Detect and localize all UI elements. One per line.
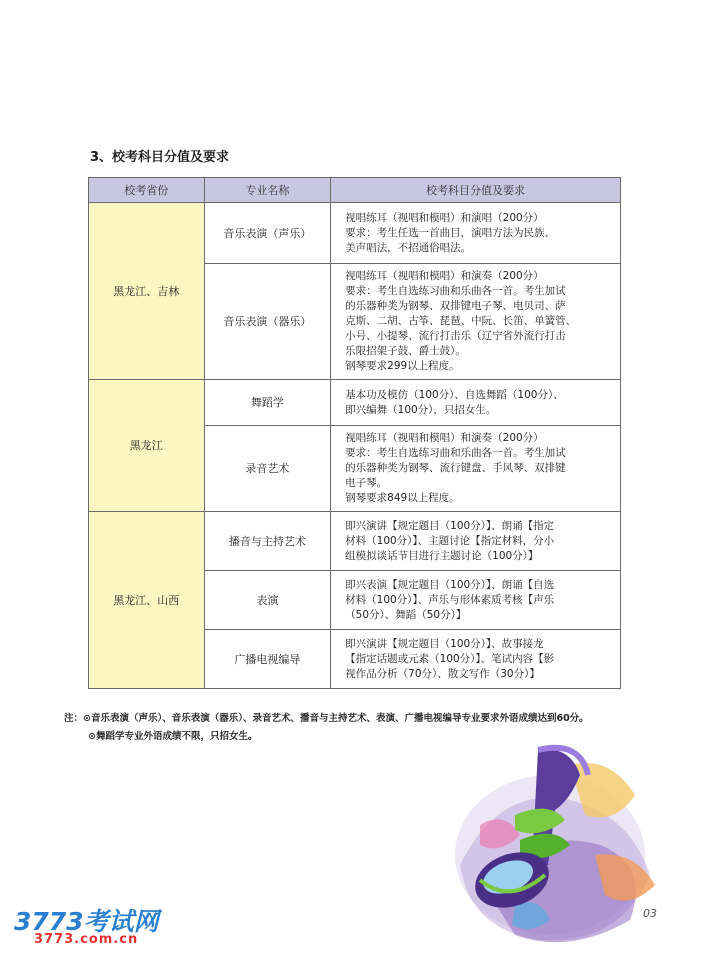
note-line: 注：⊙音乐表演（声乐）、音乐表演（器乐）、录音艺术、播音与主持艺术、表演、广播电视编导专业要求外语成绩达到60分。 xyxy=(64,713,589,724)
requirement-line: 视唱练耳（视唱和模唱）和演奏（200分） xyxy=(345,270,544,282)
requirement-line: 材料（100分）】、主题讨论【指定材料，分小 xyxy=(345,534,555,547)
requirement-line: （50分）、舞蹈（50分）】 xyxy=(345,608,467,621)
requirement-cell xyxy=(331,380,621,426)
requirement-line: 电子琴。 xyxy=(345,477,388,489)
table-row xyxy=(89,380,621,426)
requirement-cell xyxy=(331,512,621,571)
requirement-line: 的乐器种类为钢琴、流行键盘、手风琴、双排键 xyxy=(345,462,566,474)
page-number: 03 xyxy=(643,907,657,920)
section-title: 3、校考科目分值及要求 xyxy=(90,150,230,165)
province-cell: 黑龙江 xyxy=(89,380,205,512)
requirement-cell xyxy=(331,264,621,380)
major-cell: 录音艺术 xyxy=(204,426,331,512)
major-cell: 音乐表演（声乐） xyxy=(204,203,331,264)
requirement-cell xyxy=(331,426,621,512)
table-header-row xyxy=(89,178,621,203)
requirement-line: 即兴表演【规定题目（100分）】、朗诵【自选 xyxy=(345,578,555,591)
logo-text: 3773考试网 xyxy=(14,907,159,936)
table-row xyxy=(89,203,621,264)
major-cell: 音乐表演（器乐） xyxy=(204,264,331,380)
exam-requirements-table xyxy=(88,177,621,689)
requirement-line: 钢琴要求299以上程度。 xyxy=(345,360,460,372)
requirement-line: 即兴编舞（100分），只招女生。 xyxy=(345,403,497,416)
requirement-line: 要求：考生自选练习曲和乐曲各一首。考生加试 xyxy=(345,447,566,459)
requirement-line: 要求：考生自选练习曲和乐曲各一首。考生加试 xyxy=(345,285,566,297)
logo-url: 3773.com.cn xyxy=(34,932,139,947)
requirement-cell xyxy=(331,630,621,689)
major-cell: 舞蹈学 xyxy=(204,380,331,426)
requirement-line: 【指定话题或元素（100分）】、笔试内容【影 xyxy=(345,652,555,665)
province-cell: 黑龙江、吉林 xyxy=(89,203,205,380)
requirement-line: 视唱练耳（视唱和模唱）和演奏（200分） xyxy=(345,432,544,444)
requirement-line: 组模拟谈话节目进行主题讨论（100分）】 xyxy=(345,549,539,562)
major-cell: 广播电视编导 xyxy=(204,630,331,689)
requirement-line: 视作品分析（70分）、散文写作（30分）】 xyxy=(345,667,540,680)
requirement-line: 要求：考生任选一首曲目，演唱方法为民族、 xyxy=(345,226,556,239)
requirement-line: 小号、小提琴、流行打击乐（辽宁省外流行打击 xyxy=(345,330,566,342)
header-requirements: 校考科目分值及要求 xyxy=(331,178,621,203)
requirement-line: 材料（100分）】、声乐与形体素质考核【声乐 xyxy=(345,593,555,606)
requirement-line: 基本功及模仿（100分）、自选舞蹈（100分）、 xyxy=(345,388,564,401)
province-cell: 黑龙江、山西 xyxy=(89,512,205,689)
requirement-line: 钢琴要求849以上程度。 xyxy=(345,492,460,504)
requirement-cell xyxy=(331,203,621,264)
table-row xyxy=(89,512,621,571)
watermark-logo xyxy=(14,902,184,952)
requirement-line: 即兴演讲【规定题目（100分）】、故事接龙 xyxy=(345,637,544,650)
note-line: ⊙舞蹈学专业外语成绩不限，只招女生。 xyxy=(88,731,258,742)
header-major: 专业名称 xyxy=(204,178,331,203)
requirement-line: 克斯、二胡、古筝、琵琶、中阮、长笛、单簧管、 xyxy=(345,315,577,327)
header-province: 校考省份 xyxy=(89,178,205,203)
requirement-line: 即兴演讲【规定题目（100分）】、朗诵【指定 xyxy=(345,519,555,532)
major-cell: 表演 xyxy=(204,571,331,630)
music-note-artwork xyxy=(420,705,705,969)
requirement-line: 乐限招架子鼓、爵士鼓）。 xyxy=(345,345,466,357)
requirement-line: 视唱练耳（视唱和模唱）和演唱（200分） xyxy=(345,211,544,224)
requirement-line: 美声唱法，不招通俗唱法。 xyxy=(345,241,472,254)
requirement-cell xyxy=(331,571,621,630)
requirement-line: 的乐器种类为钢琴、双排键电子琴、电贝司、萨 xyxy=(345,300,566,312)
major-cell: 播音与主持艺术 xyxy=(204,512,331,571)
